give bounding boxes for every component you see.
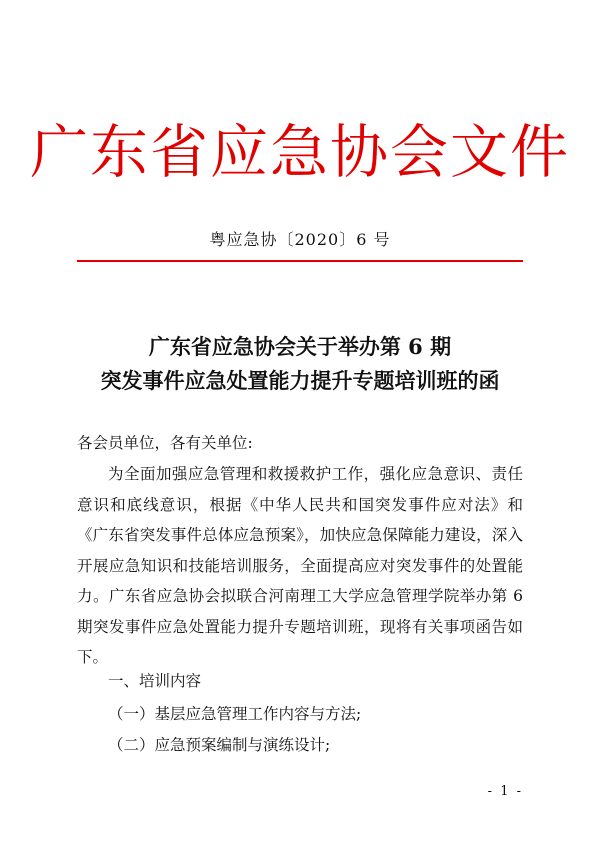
body-paragraph: 为全面加强应急管理和救援救护工作，强化应急意识、责任意识和底线意识，根据《中华人民共和国突发事件应对法》和《广东省突发事件总体应急预案》，加快应急保障能力建设，深入开展应急知识和技能培训服务，全面提高应对突发事件的处置能力。广东省应急协会拟联合河南理工大学应急管理学院举办第 6 期突发事件应急处置能力提升专题培训班，现将有关事项函告如下。	[77, 465, 523, 666]
page-number: - 1 -	[487, 784, 523, 799]
document-title-line-2: 突发事件应急处置能力提升专题培训班的函	[100, 368, 500, 393]
letterhead-title: 广东省应急协会文件	[29, 118, 570, 186]
document-number: 粤应急协〔2020〕6 号	[209, 230, 391, 249]
document-title-line-1: 广东省应急协会关于举办第 6 期	[148, 334, 452, 359]
list-item: （二）应急预案编制与演练设计;	[108, 736, 331, 754]
letterhead-divider	[77, 260, 523, 262]
list-item: （一）基层应急管理工作内容与方法;	[108, 705, 362, 723]
document-title	[0, 330, 600, 398]
salutation: 各会员单位，各有关单位:	[77, 434, 253, 452]
section-heading-training-content: 一、培训内容	[108, 672, 202, 690]
